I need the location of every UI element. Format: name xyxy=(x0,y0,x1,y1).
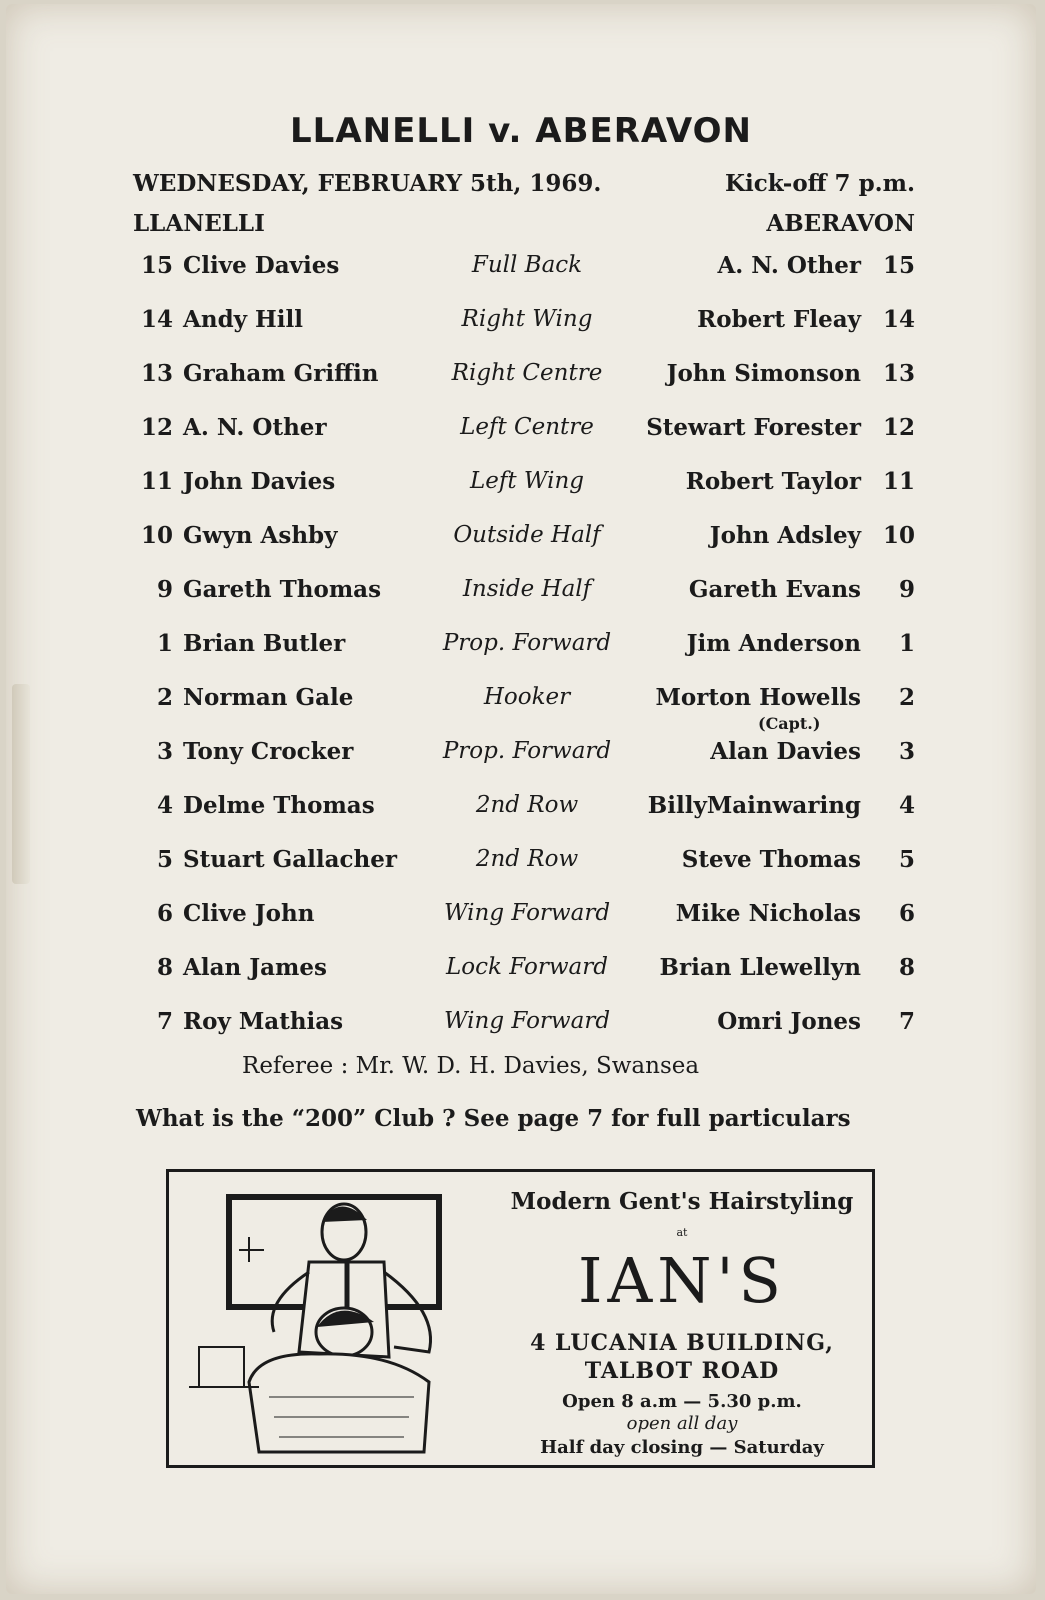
lineup-row xyxy=(133,252,915,286)
away-player: BillyMainwaring xyxy=(647,792,861,819)
position: Full Back xyxy=(471,252,583,278)
away-player: Brian Llewellyn xyxy=(659,954,861,981)
lineup-row xyxy=(133,738,915,772)
position: Hooker xyxy=(483,684,571,710)
away-player: A. N. Other xyxy=(717,252,861,279)
home-team-name: LLANELLI xyxy=(133,210,265,237)
home-number: 10 xyxy=(140,522,173,549)
away-number: 13 xyxy=(882,360,915,387)
club-note: What is the “200” Club ? See page 7 for full particulars xyxy=(136,1105,851,1132)
away-number: 6 xyxy=(898,900,915,927)
home-player: Clive Davies xyxy=(183,252,340,279)
away-team-name: ABERAVON xyxy=(766,210,915,237)
away-number: 7 xyxy=(898,1008,915,1035)
away-number: 12 xyxy=(882,414,915,441)
home-number: 2 xyxy=(156,684,173,711)
home-player: Tony Crocker xyxy=(183,738,354,765)
lineup-row xyxy=(133,684,915,718)
lineup-row xyxy=(133,630,915,664)
lineup-row xyxy=(133,468,915,502)
position: Wing Forward xyxy=(443,900,611,926)
match-date: WEDNESDAY, FEBRUARY 5th, 1969. xyxy=(133,170,602,197)
away-player: Robert Taylor xyxy=(685,468,861,495)
lineup-row xyxy=(133,954,915,988)
lineup-row xyxy=(133,576,915,610)
home-number: 1 xyxy=(156,630,173,657)
home-player: John Davies xyxy=(183,468,336,495)
away-player: Stewart Forester xyxy=(646,414,861,441)
lineup-row xyxy=(133,1008,915,1042)
opening-hours: Open 8 a.m — 5.30 p.m. xyxy=(562,1391,802,1412)
away-player: Steve Thomas xyxy=(681,846,861,873)
away-player: Gareth Evans xyxy=(688,576,861,603)
away-number: 9 xyxy=(898,576,915,603)
away-number: 8 xyxy=(898,954,915,981)
home-player: Graham Griffin xyxy=(183,360,379,387)
home-number: 4 xyxy=(156,792,173,819)
home-player: Clive John xyxy=(183,900,315,927)
lineup-row xyxy=(133,414,915,448)
home-player: Delme Thomas xyxy=(183,792,375,819)
away-player: Omri Jones xyxy=(717,1008,861,1035)
lineup-row xyxy=(133,360,915,394)
programme-page xyxy=(6,4,1036,1594)
away-player: John Adsley xyxy=(709,522,861,549)
advert-headline: Modern Gent's Hairstyling xyxy=(510,1188,854,1215)
lineup-row xyxy=(133,846,915,880)
home-number: 12 xyxy=(140,414,173,441)
away-number: 14 xyxy=(882,306,915,333)
shop-name: IAN'S xyxy=(577,1244,787,1317)
away-number: 5 xyxy=(898,846,915,873)
home-number: 8 xyxy=(156,954,173,981)
home-number: 13 xyxy=(140,360,173,387)
away-number: 4 xyxy=(898,792,915,819)
home-number: 3 xyxy=(156,738,173,765)
away-player: Morton Howells xyxy=(655,684,861,711)
home-player: Gareth Thomas xyxy=(183,576,382,603)
home-player: A. N. Other xyxy=(183,414,327,441)
kickoff-time: Kick-off 7 p.m. xyxy=(725,170,915,197)
home-player: Andy Hill xyxy=(183,306,303,333)
away-player: Mike Nicholas xyxy=(675,900,861,927)
position: Lock Forward xyxy=(446,954,608,980)
address-line-2: TALBOT ROAD xyxy=(584,1358,780,1384)
position: 2nd Row xyxy=(475,792,579,818)
position: Outside Half xyxy=(453,522,601,548)
home-player: Roy Mathias xyxy=(183,1008,344,1035)
away-player: Alan Davies xyxy=(710,738,861,765)
open-all-day: open all day xyxy=(626,1413,738,1434)
position: Inside Half xyxy=(462,576,592,602)
home-player: Stuart Gallacher xyxy=(183,846,398,873)
away-player: John Simonson xyxy=(666,360,861,387)
away-number: 10 xyxy=(882,522,915,549)
position: Right Wing xyxy=(461,306,593,332)
lineup-row xyxy=(133,792,915,826)
home-number: 15 xyxy=(140,252,173,279)
advert-at: at xyxy=(676,1226,688,1239)
away-number: 2 xyxy=(898,684,915,711)
lineup-row xyxy=(133,900,915,934)
away-number: 15 xyxy=(882,252,915,279)
home-player: Norman Gale xyxy=(183,684,354,711)
home-number: 6 xyxy=(156,900,173,927)
away-player: Jim Anderson xyxy=(686,630,861,657)
position: Left Wing xyxy=(469,468,585,494)
home-player: Gwyn Ashby xyxy=(183,522,338,549)
address-line-1: 4 LUCANIA BUILDING, xyxy=(530,1330,834,1356)
position: Wing Forward xyxy=(443,1008,611,1034)
away-number: 3 xyxy=(898,738,915,765)
home-number: 14 xyxy=(140,306,173,333)
home-player: Brian Butler xyxy=(183,630,346,657)
position: 2nd Row xyxy=(475,846,579,872)
position: Right Centre xyxy=(451,360,603,386)
captain-note: (Capt.) xyxy=(758,714,821,733)
barber-advert xyxy=(166,1169,875,1468)
home-number: 9 xyxy=(156,576,173,603)
home-number: 7 xyxy=(156,1008,173,1035)
torn-edge xyxy=(12,684,30,884)
position: Prop. Forward xyxy=(442,738,612,764)
referee-line: Referee : Mr. W. D. H. Davies, Swansea xyxy=(242,1053,700,1079)
home-number: 11 xyxy=(140,468,173,495)
half-day-closing: Half day closing — Saturday xyxy=(540,1437,824,1458)
away-player: Robert Fleay xyxy=(697,306,861,333)
position: Left Centre xyxy=(460,414,594,440)
home-player: Alan James xyxy=(183,954,327,981)
home-number: 5 xyxy=(156,846,173,873)
match-title: LLANELLI v. ABERAVON xyxy=(290,111,752,151)
position: Prop. Forward xyxy=(442,630,612,656)
lineup-row xyxy=(133,306,915,340)
lineup-row xyxy=(133,522,915,556)
barber-illustration-icon xyxy=(189,1182,469,1457)
away-number: 1 xyxy=(898,630,915,657)
away-number: 11 xyxy=(882,468,915,495)
